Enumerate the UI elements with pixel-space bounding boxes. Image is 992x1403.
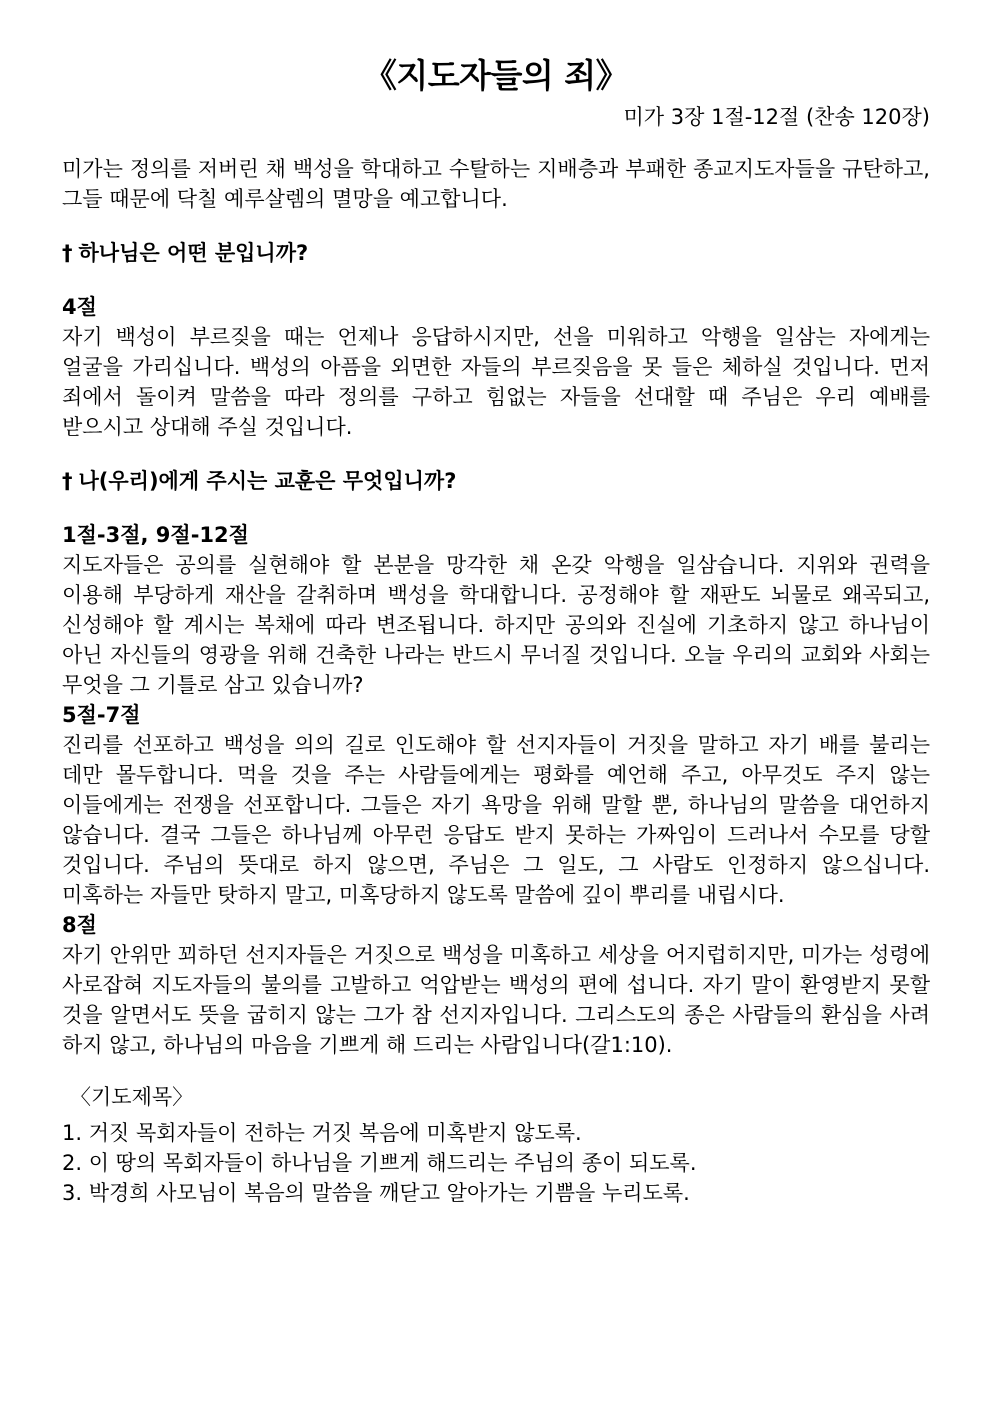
prayer-heading: 〈기도제목〉 xyxy=(70,1085,194,1109)
verse-paragraph: 자기 안위만 꾀하던 선지자들은 거짓으로 백성을 미혹하고 세상을 어지럽히지만, 미가는 성령에 사로잡혀 지도자들의 불의를 고발하고 억압받는 백성의 편에 섭니다. 자기 말이 환영받지 못할 것을 알면서도 뜻을 굽히지 않는 그가 참 선지자입니다. 그리스도의 종은 사람들의 환심을 사려 하지 않고, 하나님의 마음을 기쁘게 해 드리는 사람입니다(갈1:10). xyxy=(62,943,930,1057)
section1-heading-text: 하나님은 어떤 분입니까? xyxy=(78,241,309,265)
prayer-item: 2. 이 땅의 목회자들이 하나님을 기쁘게 해드리는 주님의 종이 되도록. xyxy=(62,1151,697,1175)
verse-label: 4절 xyxy=(62,295,97,319)
section2-heading-text: 나(우리)에게 주시는 교훈은 무엇입니까? xyxy=(78,469,457,493)
cross-icon: † xyxy=(62,241,73,265)
scripture-reference: 미가 3장 1절-12절 (찬송 120장) xyxy=(623,105,930,129)
document-title: 《지도자들의 죄》 xyxy=(363,56,629,95)
verse-label: 1절-3절, 9절-12절 xyxy=(62,523,249,547)
prayer-list xyxy=(62,1118,930,1208)
cross-icon: † xyxy=(62,469,73,493)
prayer-item: 1. 거짓 목회자들이 전하는 거짓 복음에 미혹받지 않도록. xyxy=(62,1121,582,1145)
verse-label: 8절 xyxy=(62,913,97,937)
section2-body xyxy=(62,520,930,1060)
verse-label: 5절-7절 xyxy=(62,703,141,727)
section2-heading xyxy=(62,466,930,496)
verse-paragraph: 진리를 선포하고 백성을 의의 길로 인도해야 할 선지자들이 거짓을 말하고 자기 배를 불리는 데만 몰두합니다. 먹을 것을 주는 사람들에게는 평화를 예언해 주고, 아무것도 주지 않는 이들에게는 전쟁을 선포합니다. 그들은 자기 욕망을 위해 말할 뿐, 하나님의 말씀을 대언하지 않습니다. 결국 그들은 하나님께 아무런 응답도 받지 못하는 가짜임이 드러나서 수모를 당할 것입니다. 주님의 뜻대로 하지 않으면, 주님은 그 일도, 그 사람도 인정하지 않으십니다. 미혹하는 자들만 탓하지 말고, 미혹당하지 않도록 말씀에 깊이 뿌리를 내립시다. xyxy=(62,733,930,907)
section1-heading xyxy=(62,238,930,268)
section1-body xyxy=(62,292,930,442)
prayer-item: 3. 박경희 사모님이 복음의 말씀을 깨닫고 알아가는 기쁨을 누리도록. xyxy=(62,1181,690,1205)
verse-paragraph: 지도자들은 공의를 실현해야 할 본분을 망각한 채 온갖 악행을 일삼습니다. 지위와 권력을 이용해 부당하게 재산을 갈취하며 백성을 학대합니다. 공정해야 할 재판도 뇌물로 왜곡되고, 신성해야 할 계시는 복채에 따라 변조됩니다. 하지만 공의와 진실에 기초하지 않고 하나님이 아닌 자신들의 영광을 위해 건축한 나라는 반드시 무너질 것입니다. 오늘 우리의 교회와 사회는 무엇을 그 기틀로 삼고 있습니까? xyxy=(62,553,930,697)
verse-paragraph: 자기 백성이 부르짖을 때는 언제나 응답하시지만, 선을 미워하고 악행을 일삼는 자에게는 얼굴을 가리십니다. 백성의 아픔을 외면한 자들의 부르짖음을 못 들은 체하실 것입니다. 먼저 죄에서 돌이켜 말씀을 따라 정의를 구하고 힘없는 자들을 선대할 때 주님은 우리 예배를 받으시고 상대해 주실 것입니다. xyxy=(62,325,930,439)
intro-paragraph: 미가는 정의를 저버린 채 백성을 학대하고 수탈하는 지배층과 부패한 종교지도자들을 규탄하고, 그들 때문에 닥칠 예루살렘의 멸망을 예고합니다. xyxy=(62,157,930,211)
